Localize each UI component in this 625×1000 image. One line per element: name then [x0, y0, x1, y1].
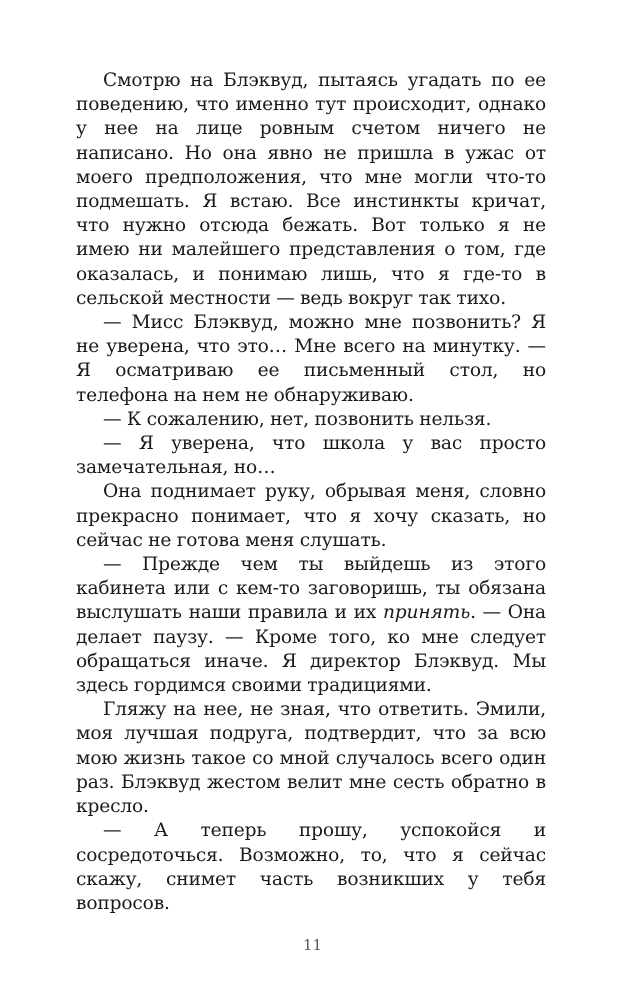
page-body [76, 69, 546, 916]
paragraph-1: Смотрю на Блэквуд, пытаясь угадать по ее поведению, что именно тут происходит, однако у нее на лице ровным счетом ничего не написано. Но она явно не пришла в ужас от моего предположения, что мне могли что-то подмешать. Я встаю. Все инстинкты кричат, что нужно отсюда бежать. Вот только я не имею ни малейшего представления о том, где оказалась, и понимаю лишь, что я где-то в сельской местности — ведь вокруг так тихо. [76, 70, 546, 309]
paragraph-4: — Я уверена, что школа у вас просто замечательная, но… [76, 433, 546, 479]
paragraph-6-emphasis: принять [382, 602, 471, 624]
page-number: 11 [302, 936, 323, 954]
paragraph-5: Она поднимает руку, обрывая меня, словно прекрасно понимает, что я хочу сказать, но сейчас не готова меня слушать. [76, 481, 546, 551]
paragraph-2: — Мисс Блэквуд, можно мне позвонить? Я не уверена, что это… Мне всего на минутку. — Я осматриваю ее письменный стол, но телефона на нем не обнаруживаю. [76, 312, 546, 406]
paragraph-8: — А теперь прошу, успокойся и сосредоточься. Возможно, то, что я сейчас скажу, снимет часть возникших у тебя вопросов. [76, 820, 546, 914]
paragraph-3: — К сожалению, нет, позвонить нельзя. [103, 408, 492, 430]
paragraph-7: Гляжу на нее, не зная, что ответить. Эмили, моя лучшая подруга, подтвердит, что за всю мою жизнь такое со мной случалось всего один раз. Блэквуд жестом велит мне сесть обратно в кресло. [76, 699, 546, 818]
paragraph-6-after: . — Она делает паузу. — Кроме того, ко мне следует обращаться иначе. Я директор Блэквуд. Мы здесь гордимся своими традициями. [76, 602, 546, 697]
paragraph-6-before: — Прежде чем ты выйдешь из этого кабинета или с кем-то заговоришь, ты обязана выслушать наши правила и их [76, 554, 546, 624]
paragraph-6 [76, 553, 546, 698]
